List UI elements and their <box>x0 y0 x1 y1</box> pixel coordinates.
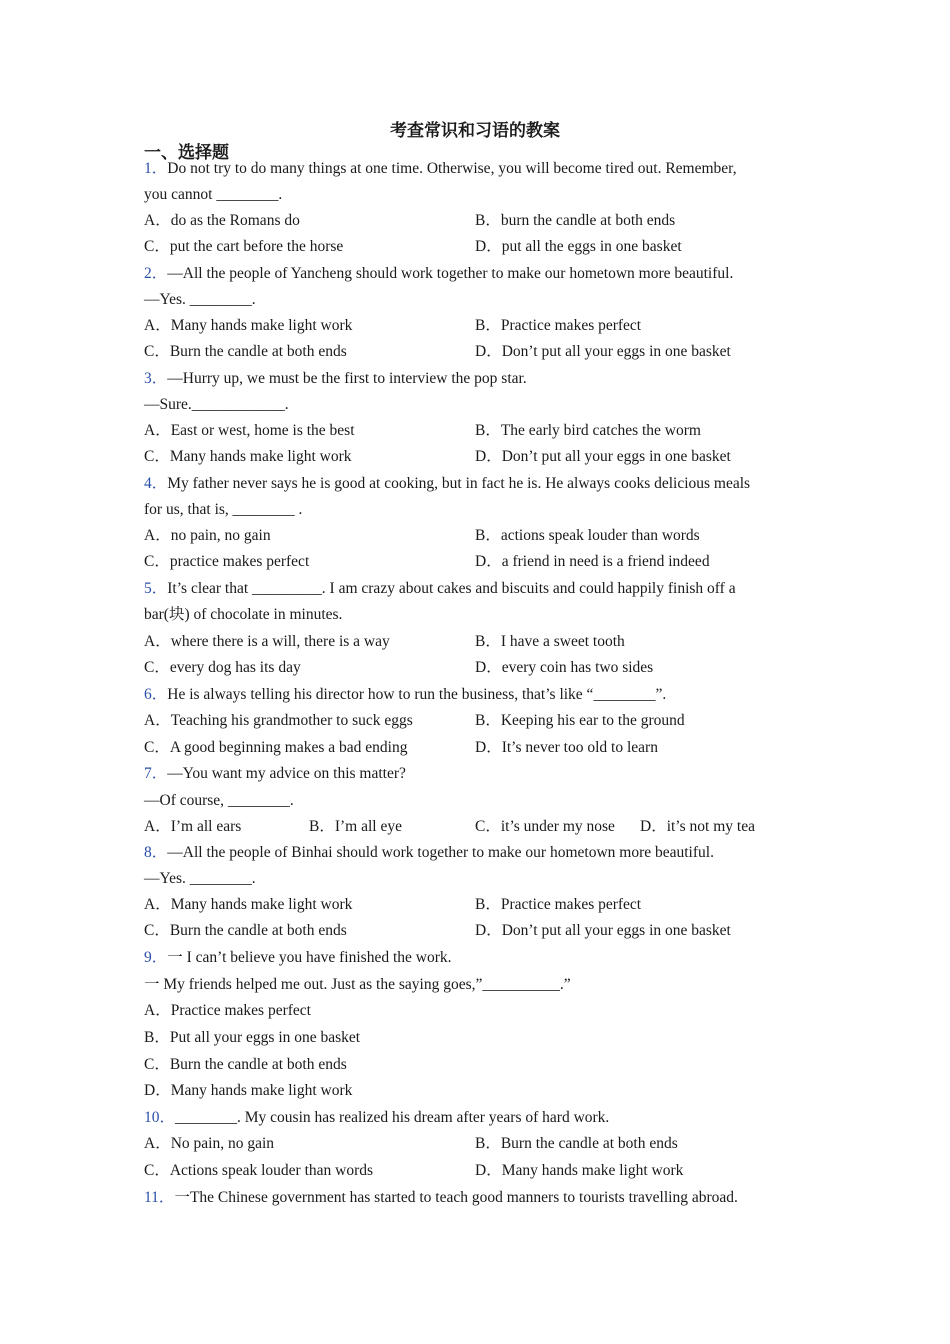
q1-option-c[interactable]: C．put the cart before the horse <box>144 238 344 255</box>
question-1-stem: 1．Do not try to do many things at one time. Otherwise, you will become tired out. Remember, <box>144 160 737 177</box>
question-number: 8． <box>144 844 168 861</box>
question-6-stem: 6．He is always telling his director how to run the business, that’s like “________”. <box>144 686 667 703</box>
question-number: 10． <box>144 1109 176 1126</box>
question-number: 5． <box>144 580 168 597</box>
q2-option-b[interactable]: B．Practice makes perfect <box>475 317 642 334</box>
question-9-stem: 9．一 I can’t believe you have finished the work. <box>144 949 452 966</box>
q1-option-d[interactable]: D．put all the eggs in one basket <box>475 238 682 255</box>
section-heading: 一、选择题 <box>144 143 229 163</box>
q2-option-d[interactable]: D．Don’t put all your eggs in one basket <box>475 343 731 360</box>
q7-option-b[interactable]: B．I’m all eye <box>309 818 402 835</box>
q8-option-a[interactable]: A．Many hands make light work <box>144 896 353 913</box>
q2-option-c[interactable]: C．Burn the candle at both ends <box>144 343 347 360</box>
q6-option-a[interactable]: A．Teaching his grandmother to suck eggs <box>144 712 413 729</box>
question-5-stem-cont: bar(块) of chocolate in minutes. <box>144 606 343 623</box>
q9-option-a[interactable]: A．Practice makes perfect <box>144 1002 311 1019</box>
question-number: 9． <box>144 949 168 966</box>
question-number: 3． <box>144 370 168 387</box>
question-3-stem: 3．—Hurry up, we must be the first to interview the pop star. <box>144 370 527 387</box>
question-4-stem: 4．My father never says he is good at cooking, but in fact he is. He always cooks delicious meals <box>144 475 751 492</box>
question-number: 4． <box>144 475 168 492</box>
q7-option-d[interactable]: D．it’s not my tea <box>640 818 755 835</box>
q5-option-d[interactable]: D．every coin has two sides <box>475 659 654 676</box>
q6-option-c[interactable]: C．A good beginning makes a bad ending <box>144 739 408 756</box>
q10-option-a[interactable]: A．No pain, no gain <box>144 1135 275 1152</box>
question-number: 11． <box>144 1189 175 1206</box>
q3-option-d[interactable]: D．Don’t put all your eggs in one basket <box>475 448 731 465</box>
q4-option-b[interactable]: B．actions speak louder than words <box>475 527 700 544</box>
question-11-stem: 11．一The Chinese government has started to teach good manners to tourists travelling abroad. <box>144 1189 738 1206</box>
q10-option-d[interactable]: D．Many hands make light work <box>475 1162 684 1179</box>
q4-option-d[interactable]: D．a friend in need is a friend indeed <box>475 553 710 570</box>
q1-option-b[interactable]: B．burn the candle at both ends <box>475 212 676 229</box>
question-5-stem: 5．It’s clear that _________. I am crazy about cakes and biscuits and could happily finish off a <box>144 580 736 597</box>
q3-option-c[interactable]: C．Many hands make light work <box>144 448 352 465</box>
document-title: 考查常识和习语的教案 <box>390 121 560 141</box>
question-number: 6． <box>144 686 168 703</box>
question-number: 1． <box>144 160 168 177</box>
question-2-stem: 2．—All the people of Yancheng should work together to make our hometown more beautiful. <box>144 265 734 282</box>
q6-option-d[interactable]: D．It’s never too old to learn <box>475 739 658 756</box>
q7-option-a[interactable]: A．I’m all ears <box>144 818 242 835</box>
q6-option-b[interactable]: B．Keeping his ear to the ground <box>475 712 685 729</box>
q9-option-c[interactable]: C．Burn the candle at both ends <box>144 1056 347 1073</box>
q10-option-b[interactable]: B．Burn the candle at both ends <box>475 1135 678 1152</box>
q9-option-d[interactable]: D．Many hands make light work <box>144 1082 353 1099</box>
q9-option-b[interactable]: B．Put all your eggs in one basket <box>144 1029 361 1046</box>
question-2-stem-cont: —Yes. ________. <box>144 291 256 308</box>
question-8-stem-cont: —Yes. ________. <box>144 870 256 887</box>
q4-option-a[interactable]: A．no pain, no gain <box>144 527 271 544</box>
q8-option-d[interactable]: D．Don’t put all your eggs in one basket <box>475 922 731 939</box>
q8-option-b[interactable]: B．Practice makes perfect <box>475 896 642 913</box>
question-7-stem: 7．—You want my advice on this matter? <box>144 765 406 782</box>
q1-option-a[interactable]: A．do as the Romans do <box>144 212 300 229</box>
q7-option-c[interactable]: C．it’s under my nose <box>475 818 615 835</box>
q3-option-a[interactable]: A．East or west, home is the best <box>144 422 355 439</box>
q5-option-c[interactable]: C．every dog has its day <box>144 659 301 676</box>
q10-option-c[interactable]: C．Actions speak louder than words <box>144 1162 374 1179</box>
question-7-stem-cont: —Of course, ________. <box>144 792 294 809</box>
q3-option-b[interactable]: B．The early bird catches the worm <box>475 422 701 439</box>
question-number: 7． <box>144 765 168 782</box>
question-9-stem-cont: 一 My friends helped me out. Just as the saying goes,”__________.” <box>144 976 571 993</box>
question-10-stem: 10．________. My cousin has realized his dream after years of hard work. <box>144 1109 610 1126</box>
question-8-stem: 8．—All the people of Binhai should work together to make our hometown more beautiful. <box>144 844 714 861</box>
q4-option-c[interactable]: C．practice makes perfect <box>144 553 310 570</box>
q2-option-a[interactable]: A．Many hands make light work <box>144 317 353 334</box>
question-number: 2． <box>144 265 168 282</box>
question-3-stem-cont: —Sure.____________. <box>144 396 289 413</box>
q8-option-c[interactable]: C．Burn the candle at both ends <box>144 922 347 939</box>
q5-option-b[interactable]: B．I have a sweet tooth <box>475 633 625 650</box>
q5-option-a[interactable]: A．where there is a will, there is a way <box>144 633 390 650</box>
question-1-stem-cont: you cannot ________. <box>144 186 283 203</box>
question-4-stem-cont: for us, that is, ________ . <box>144 501 303 518</box>
